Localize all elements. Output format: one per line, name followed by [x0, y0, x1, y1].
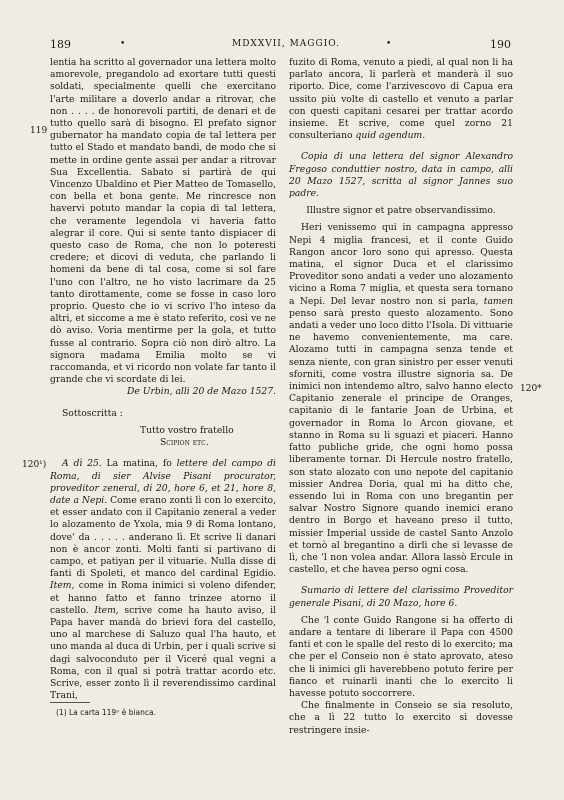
- entry-source: lettere del campo di Roma, di sier Alvise Pisani procurator, proveditor zeneral, di 20, hore 6, et 21, hore 8, date a Nepi.: [50, 458, 276, 506]
- entry-paragraph: [50, 458, 276, 702]
- letter-text-b: penso sarà presto questo alozamento. Sono andati a veder uno loco ditto l'Isola. Di vittuarie ne havemo convenientemente, ma care. Alozamo tutti in campagna senza tende et senza niente, con gran sinistro per esser venuti sforniti, come vostra illustre signoria sa. De inimici non intendemo altro, salvo hanno electo Capitanio zenerale el principe de Oranges, capitanio di le fantarie Joan de Urbina, et governador in Roma lo Arcon giovane, et stanno in Roma su li sguazi et piaceri. Hanno fatto publiche gride, che ogni homo possa liberamente tornar. Di Hercule nostro fratello, son stato alozato con uno nepote del capitanio missier Andrea Doria, qual mi ha ditto che, essendo lui in Roma con uno bregantin per salvar Nostro Signore quando inemici erano dentro in Borgo et haveano preso il tutto, missier Imperial usside de castel Santo Anzolo et tornò al bregantino a dirli che si levasse de lì, che 'l non volea andar. Allora lassò Ercule in castello, et che havea perso ogni cosa.: [289, 307, 513, 576]
- page-number-left: 189: [50, 38, 71, 51]
- dateline: De Urbin, alli 20 de Mazo 1527.: [127, 386, 276, 398]
- report-continuation: [289, 57, 513, 142]
- summary-paragraph-1: Che 'l conte Guido Rangone si ha offerto di andare a tentare di liberare il Papa con 4500 fanti et con le spalle del resto di lo exercito; ma che per el Conseio non è stato aprovato, ateso che li inimici gli haverebbeno potuto ferire per fianco et ruinarli inanti che lo exercito li havesse potuto soccorrere.: [289, 614, 513, 699]
- report-text: fuzito di Roma, venuto a piedi, al qual non li ha parlato ancora, li parlerà et manderà il suo riporto. Dice, come l'arzivescovo di Capua era ussito più volte di castello et venuto a parlar con questi capitani cesarei per trattar acordo insieme. Et scrive, come quel zorno 21 consulteriano: [289, 57, 513, 142]
- margin-mark-120a: 120¹): [22, 460, 47, 470]
- section-heading-letter: Copia di una lettera del signor Alexandro Fregoso conduttier nostro, data in campo, alli 20 Mazo 1527, scritta al signor Jannes suo padre.: [289, 151, 513, 200]
- footnote: (1) La carta 119ᵛ è bianca.: [56, 708, 157, 717]
- letter-body: [289, 222, 513, 576]
- salutation: Illustre signor et patre observandissimo.: [306, 205, 496, 217]
- entry-text-c: come in Roma inimici si voleno difender, et hanno fatto et fanno trinzee atorno il castello.: [50, 580, 276, 616]
- entry-text-a: La matina, fo: [101, 458, 177, 470]
- margin-mark-119: 119: [30, 126, 48, 136]
- report-latin: quid agendum.: [355, 130, 426, 142]
- section-heading-summary: Sumario di lettere del clarissimo Proveditor generale Pisani, di 20 Mazo, hore 6.: [289, 585, 513, 609]
- entry-date: A dì 25.: [62, 458, 102, 470]
- closing-formula: Tutto vostro fratello: [140, 424, 234, 436]
- footnote-rule: [50, 702, 90, 703]
- item-marker-1: Item,: [50, 580, 75, 592]
- item-marker-2: Item,: [94, 604, 119, 616]
- letter-continuation: lentia ha scritto al governador una lettera molto amorevole, pregandolo ad exortare tutti questi soldati, specialmente quelli che exercitano l'arte militare a doverlo andar a ritrovar, che non . . . . de honorevoli partiti, de denari et de tutto quello sarà di bisogno. El prefato signor gubernator ha mandato copia de tal lettera per tutto el Stado et mandato bandi, de modo che si mette in ordine gente assai per andar a ritrovar Sua Excellentia. Sabato si partirà de qui Vincenzo Ubaldino et Pier Matteo de Tomasello, con bella et bona gente. Me rincresce non havervi potuto mandar la copia di tal lettera, che veramente legendola vi haveria fatto alegrar il core. Qui si sente tanto dispiacer di questo caso de Roma, che non lo poteresti credere; et dicovi di veduta, che parlando li homeni da bene di tal cosa, come si sol fare l'uno con l'altro, ne ho visto lacrimare da 25 tanto dirottamente, come se fosse in caso loro proprio. Questo che io vi scrivo l'ho inteso da altri, et siccome a me è stato referito, così ve ne dò aviso. Voria mentirme per la gola, et tutto fusse al contrario. Sopra ciò non dirò altro. La signora madama Emilia molto se vi raccomanda, et vi ricordo non volate far tanto il grande che vi scordate di lei.: [50, 57, 276, 386]
- entry-text-d: scrive come ha hauto aviso, il Papa haver mandà do brievi fora del castello, uno al marchese di Saluzo qual l'ha hauto, et uno manda al duca di Urbin, per i quali scrive si dagi salvoconduto per il Viceré qual vegni a Roma, con il qual si potrà trattar acordo etc. Scrive, esser zonto lì il reverendissimo cardinal Trani,: [50, 604, 276, 702]
- letter-latin: tamen: [483, 295, 513, 307]
- summary-paragraph-2: Che finalmente in Conseio se sia resoluto, che a lì 22 tutto lo exercito si dovesse restringere insie-: [289, 700, 513, 736]
- page-header: [0, 38, 564, 54]
- right-column: [289, 57, 513, 737]
- signature: Scipion etc.: [160, 437, 209, 449]
- margin-mark-120b: 120*: [520, 384, 542, 394]
- left-column: [50, 57, 276, 702]
- page-number-right: 190: [490, 38, 511, 51]
- header-ornament-left: •: [120, 39, 126, 49]
- running-title: MDXXVII, MAGGIO.: [232, 39, 340, 49]
- entry-text-b: Come erano zonti lì con lo exercito, et esser andato con il Capitanio zeneral a veder lo alozamento de Yxola, mia 9 di Roma lontano, dove' da . . . . . anderano lì. Et scrive li danari non è ancor zonti. Molti fanti si partivano di campo, et patiyan per il vituarie. Nulla disse di fanti di Spoleti, et manco del cardinal Egidio.: [50, 494, 276, 580]
- subscription-label: Sottoscritta :: [62, 407, 123, 419]
- header-ornament-right: •: [386, 39, 392, 49]
- letter-text-a: Heri venissemo qui in campagna appresso Nepi 4 miglia francesi, et il conte Guido Rangon ancor loro sono qui apresso. Questa matina, el signor Duca et el clarissimo Proveditor sono andati a veder uno alozamento vicino a Roma 7 miglia, et questa sera tornano a Nepi. Del levar nostro non si parla,: [289, 222, 513, 307]
